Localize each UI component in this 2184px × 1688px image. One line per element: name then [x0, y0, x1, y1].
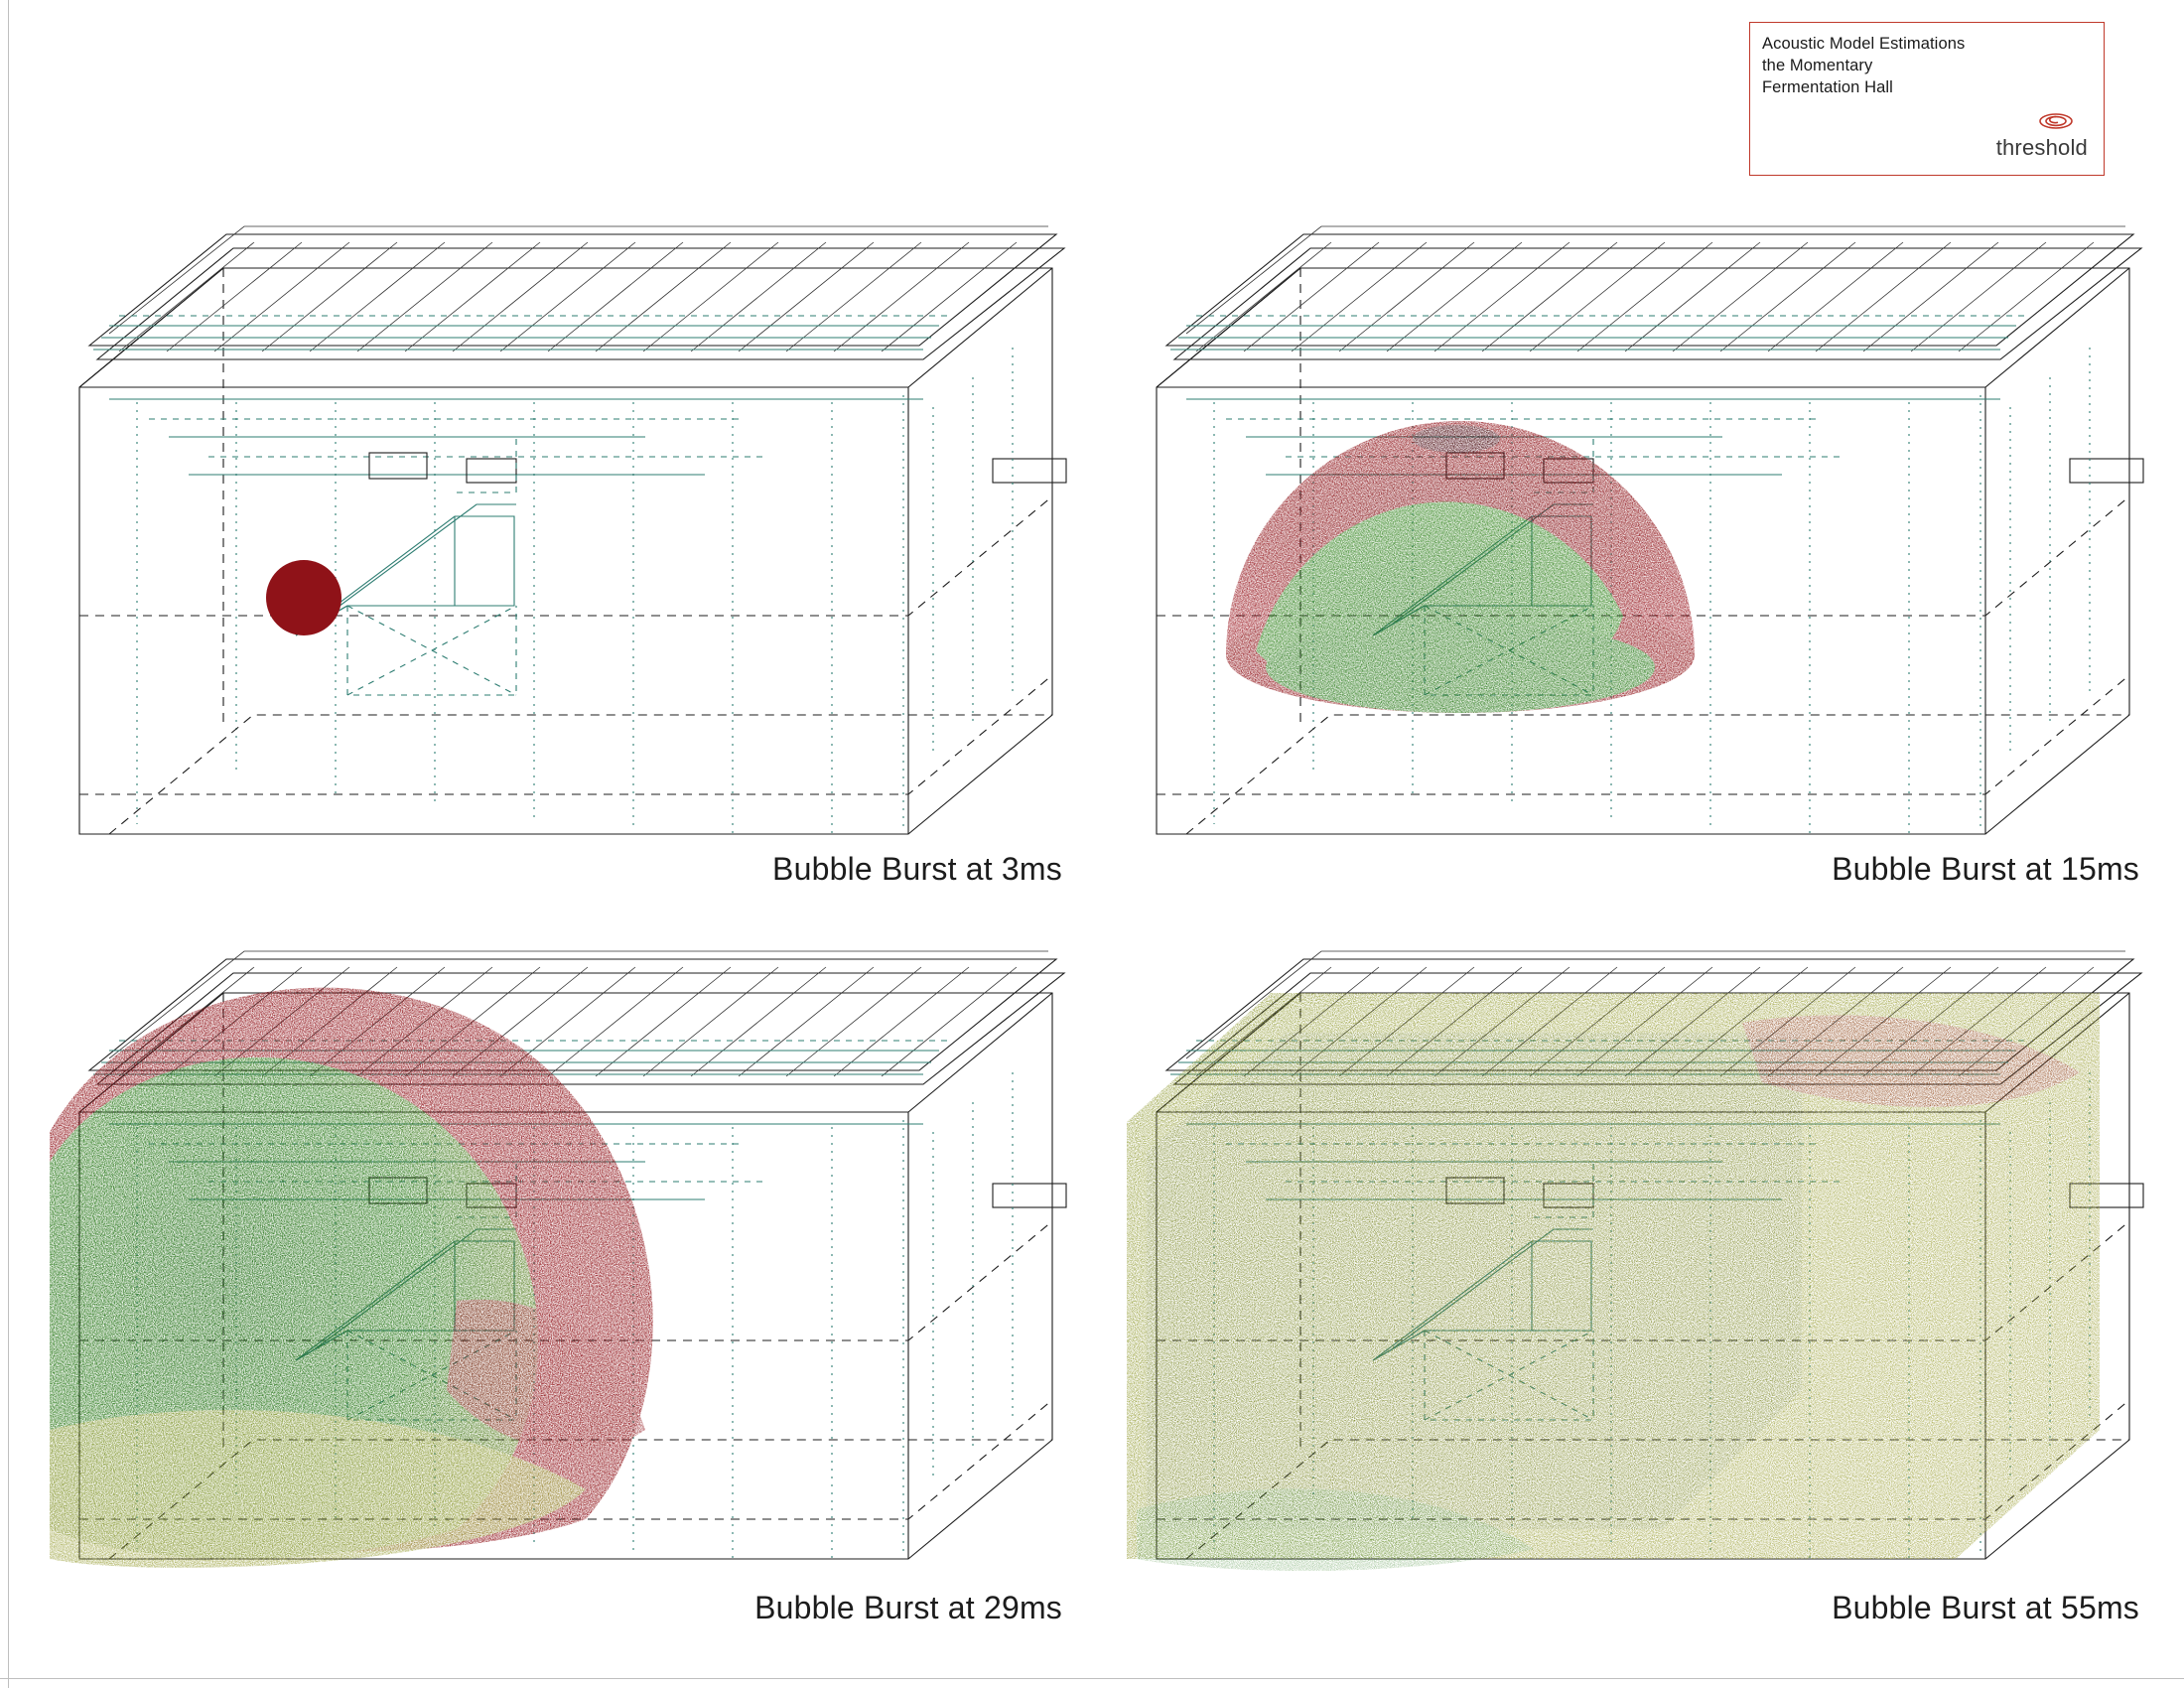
title-line-1: Acoustic Model Estimations: [1762, 35, 1966, 53]
panel-3ms: [30, 149, 1102, 904]
brand-name: threshold: [1995, 135, 2088, 160]
title-line-3: Fermentation Hall: [1762, 78, 1893, 97]
panel-caption-15ms: Bubble Burst at 15ms: [1832, 851, 2139, 887]
panel-29ms: [30, 874, 1102, 1628]
wavefront-15ms: [1226, 421, 1695, 713]
panel-caption-3ms: Bubble Burst at 3ms: [772, 851, 1062, 887]
wavefront-3ms: [266, 560, 341, 635]
panel-15ms: [1107, 149, 2179, 904]
room-wireframe-3ms: [30, 149, 1102, 904]
room-wireframe-29ms: [30, 874, 1102, 1628]
panel-55ms: [1107, 874, 2179, 1628]
wavefront-55ms: [1127, 993, 2100, 1571]
room-wireframe-55ms: [1107, 874, 2179, 1628]
room-wireframe-15ms: [1107, 149, 2179, 904]
panel-caption-29ms: Bubble Burst at 29ms: [754, 1590, 1062, 1625]
panel-caption-55ms: Bubble Burst at 55ms: [1832, 1590, 2139, 1625]
title-line-2: the Momentary: [1762, 57, 1873, 75]
